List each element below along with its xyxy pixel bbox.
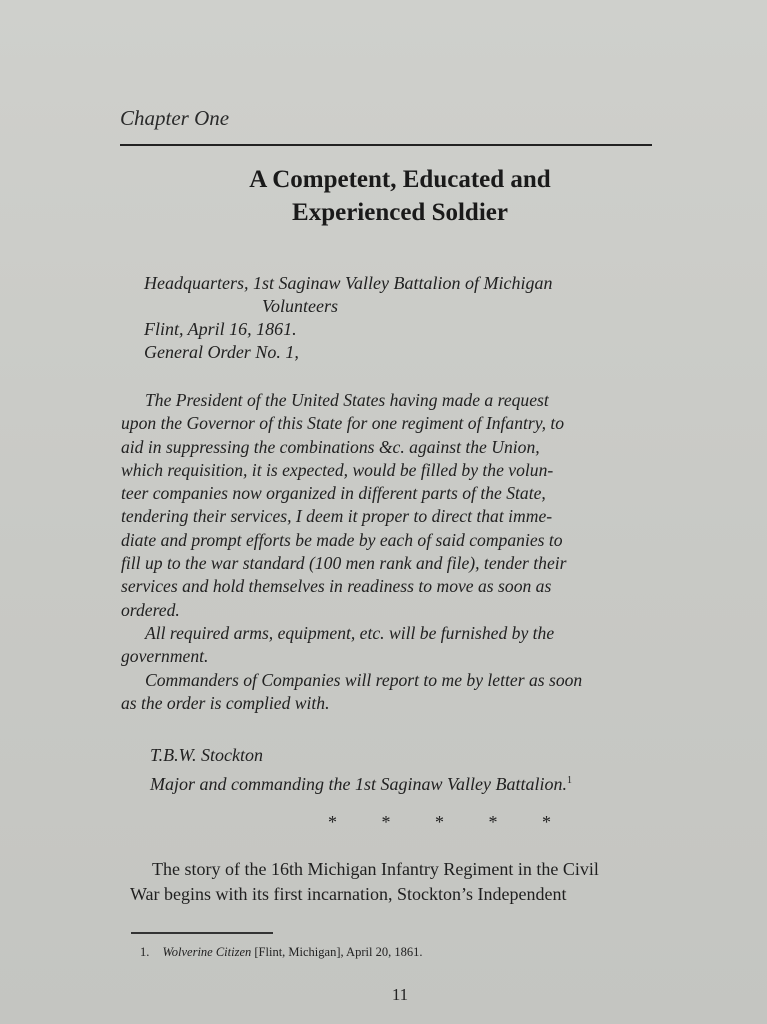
general-order-body	[121, 389, 666, 715]
order-heading-line: Volunteers	[262, 296, 338, 316]
order-heading-line: General Order No. 1,	[144, 342, 299, 362]
order-body-line: Commanders of Companies will report to me by letter as soon	[145, 669, 583, 690]
order-body-line: upon the Governor of this State for one regiment of Infantry, to	[121, 413, 565, 434]
footnote-number: 1.	[140, 945, 150, 959]
order-body-line: tendering their services, I deem it proper to direct that imme-	[121, 506, 553, 527]
footnote-citation: [Flint, Michigan], April 20, 1861.	[254, 945, 423, 959]
signature-title: Major and commanding the 1st Saginaw Valley Battalion.	[150, 774, 567, 794]
order-body-line: ordered.	[121, 599, 180, 620]
order-heading-line: Flint, April 16, 1861.	[144, 319, 297, 339]
chapter-rule	[120, 144, 652, 146]
order-body-line: All required arms, equipment, etc. will be furnished by the	[145, 622, 555, 643]
footnote	[140, 945, 422, 960]
narrative-line: War begins with its first incarnation, Stockton’s Independent	[130, 884, 567, 904]
footnote-rule	[131, 932, 273, 934]
order-body-line: as the order is complied with.	[121, 692, 330, 713]
narrative-text	[130, 857, 675, 907]
section-separator: * * * * *	[328, 812, 571, 832]
order-body-line: services and hold themselves in readiness to move as soon as	[121, 576, 552, 597]
order-signature	[150, 743, 572, 797]
chapter-title-line: Experienced Soldier	[292, 199, 508, 226]
chapter-title	[120, 163, 680, 229]
order-heading-line: Headquarters, 1st Saginaw Valley Battalion of Michigan	[144, 273, 553, 293]
order-body-line: The President of the United States having made a request	[145, 390, 549, 410]
narrative-line: The story of the 16th Michigan Infantry Regiment in the Civil	[152, 859, 599, 879]
order-body-line: teer companies now organized in different parts of the State,	[121, 483, 546, 504]
order-body-line: diate and prompt efforts be made by each of said companies to	[121, 529, 563, 550]
signature-title-line	[150, 768, 572, 797]
footnote-publication: Wolverine Citizen	[162, 945, 252, 959]
chapter-title-line: A Competent, Educated and	[249, 166, 551, 193]
order-body-line: fill up to the war standard (100 men rank and file), tender their	[121, 553, 567, 574]
page-number: 11	[391, 985, 409, 1004]
chapter-label: Chapter One	[120, 106, 230, 130]
order-body-line: government.	[121, 646, 209, 667]
order-body-line: which requisition, it is expected, would be filled by the volun-	[121, 459, 554, 480]
general-order-heading	[144, 272, 552, 364]
signature-name: T.B.W. Stockton	[150, 745, 263, 765]
order-body-line: aid in suppressing the combinations &c. against the Union,	[121, 436, 540, 457]
footnote-reference[interactable]: 1	[566, 775, 572, 786]
